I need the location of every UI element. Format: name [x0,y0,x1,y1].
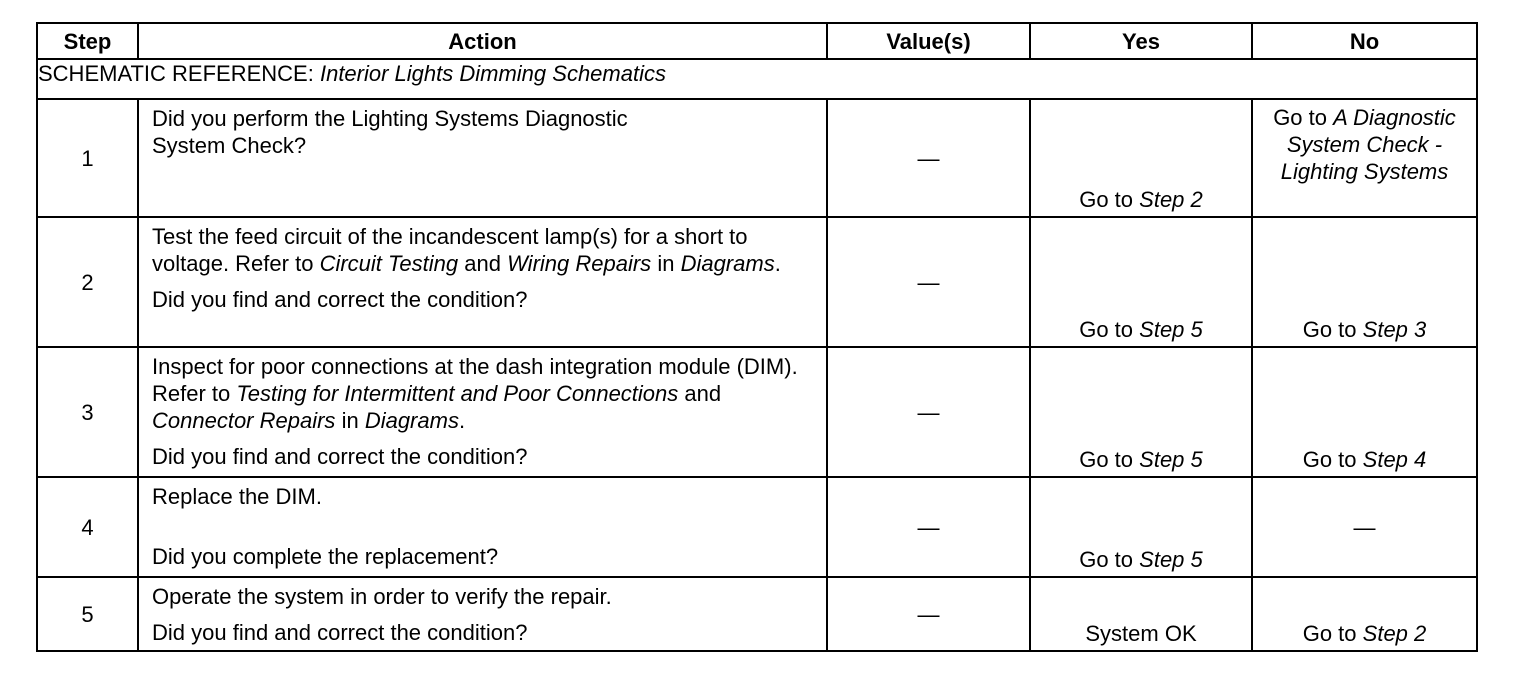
header-no: No [1252,23,1477,59]
step-number: 4 [37,477,138,577]
header-yes: Yes [1030,23,1252,59]
step-value: — [827,347,1030,477]
step-action [138,99,827,217]
action-text-part: . [774,251,781,276]
action-text-part: . [458,408,466,433]
no-prefix: Go to [1302,447,1357,472]
yes-step-link[interactable]: Step 5 [1139,447,1203,472]
action-text-part: and [464,251,501,276]
table-row [37,577,1477,651]
no-step-link[interactable]: Step 3 [1362,317,1427,342]
action-question: Did you find and correct the condition? [152,444,528,469]
table-row [37,347,1477,477]
step-no [1252,217,1477,347]
action-question: Did you complete the replacement? [152,544,499,569]
header-action: Action [138,23,827,59]
schematic-reference-link[interactable]: Interior Lights Dimming Schematics [319,61,666,86]
no-prefix: Go to [1302,621,1357,646]
action-text-part: Test the feed circuit of the incandescent lamp(s) for a short to voltage. Refer to [152,224,748,276]
diagrams-link[interactable]: Diagrams [680,251,775,276]
step-value: — [827,217,1030,347]
yes-prefix: Go to [1079,187,1134,212]
step-action [138,577,827,651]
yes-prefix: Go to [1079,317,1134,342]
action-text-part: in [341,408,359,433]
header-step: Step [37,23,138,59]
action-text-part: Inspect for poor connections at the dash integration module (DIM). Refer to [152,354,798,406]
action-text: Did you perform the Lighting Systems Diagnostic [152,106,628,131]
step-number: 2 [37,217,138,347]
step-action [138,347,827,477]
action-question: Did you find and correct the condition? [152,287,528,312]
diagrams-link[interactable]: Diagrams [364,408,459,433]
step-action [138,477,827,577]
action-text: Operate the system in order to verify the repair. [152,584,612,609]
circuit-testing-link[interactable]: Circuit Testing [319,251,459,276]
no-step-link[interactable]: Step 4 [1362,447,1427,472]
action-text: System Check? [152,133,307,158]
intermittent-connections-link[interactable]: Testing for Intermittent and Poor Connections [236,381,679,406]
table-row [37,217,1477,347]
action-text [152,353,816,434]
action-text: Replace the DIM. [152,484,322,509]
schematic-reference [37,59,1477,99]
action-text-part: and [684,381,722,406]
schematic-reference-label: SCHEMATIC REFERENCE: [38,61,314,86]
yes-step-link[interactable]: Step 5 [1139,317,1203,342]
step-value: — [827,477,1030,577]
step-no [1252,99,1477,217]
yes-prefix: Go to [1079,447,1134,472]
header-row [37,23,1477,59]
step-number: 5 [37,577,138,651]
wiring-repairs-link[interactable]: Wiring Repairs [507,251,652,276]
step-number: 3 [37,347,138,477]
no-step-link[interactable]: A Diagnostic System Check - Lighting Systems [1280,105,1456,184]
yes-step-link[interactable]: Step 2 [1139,187,1203,212]
diagnostic-table [36,22,1478,652]
step-number: 1 [37,99,138,217]
step-yes [1030,477,1252,577]
table-row [37,99,1477,217]
step-yes [1030,217,1252,347]
step-value: — [827,99,1030,217]
no-prefix: Go to [1302,317,1357,342]
action-question: Did you find and correct the condition? [152,620,528,645]
step-yes: System OK [1030,577,1252,651]
no-step-link[interactable]: Step 2 [1362,621,1427,646]
step-no: — [1252,477,1477,577]
action-text-part: in [657,251,675,276]
yes-prefix: Go to [1079,547,1134,572]
step-action [138,217,827,347]
step-no [1252,577,1477,651]
step-yes [1030,99,1252,217]
header-values: Value(s) [827,23,1030,59]
step-value: — [827,577,1030,651]
table-row [37,477,1477,577]
no-prefix: Go to [1273,105,1327,130]
step-yes [1030,347,1252,477]
schematic-reference-row [37,59,1477,99]
action-text [152,223,816,277]
step-no [1252,347,1477,477]
yes-step-link[interactable]: Step 5 [1139,547,1203,572]
connector-repairs-link[interactable]: Connector Repairs [152,408,336,433]
